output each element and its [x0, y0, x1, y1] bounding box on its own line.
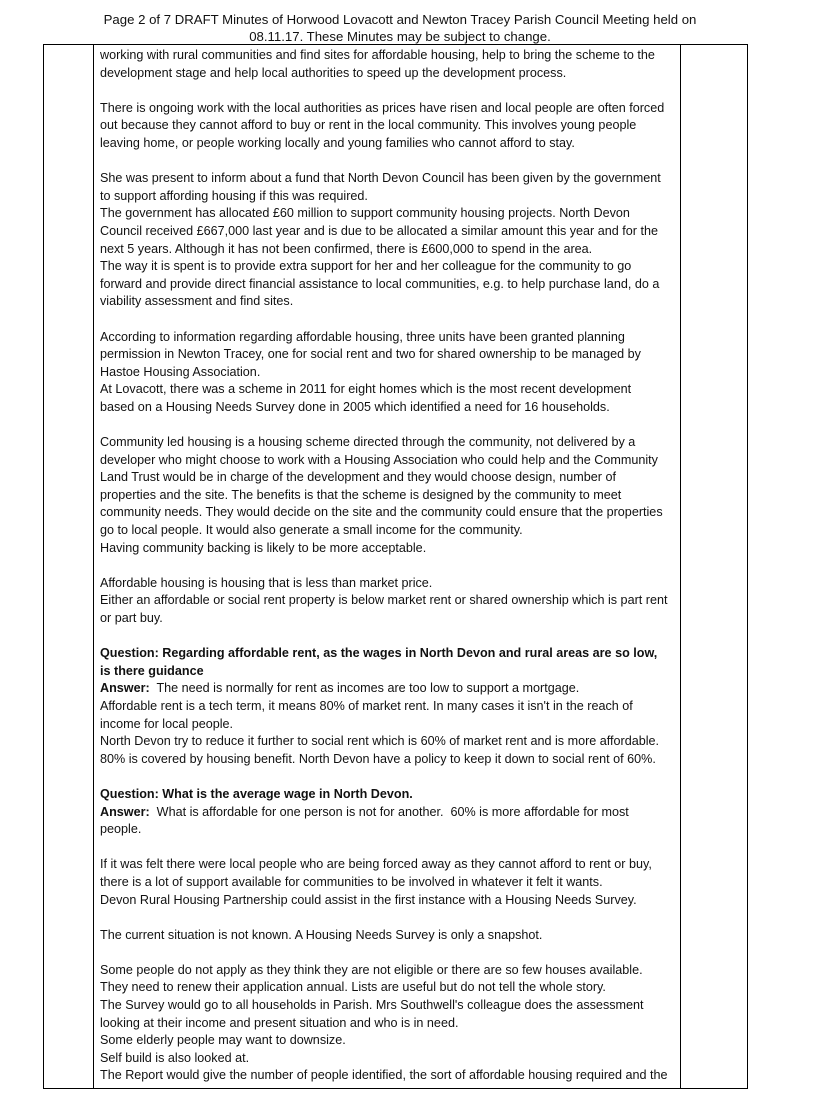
text-line: looking at their income and present situation and who is in need.: [100, 1015, 459, 1030]
paragraph-affordable-definition: [100, 575, 676, 628]
text-line: there is a lot of support available for communities to be involved in whatever it felt it wants.: [100, 874, 603, 889]
text-line: developer who might choose to work with a Housing Association who could help and the Community: [100, 452, 658, 467]
question-text: Question: What is the average wage in North Devon.: [100, 786, 413, 801]
text-line: North Devon try to reduce it further to social rent which is 60% of market rent and is more affordable.: [100, 734, 660, 749]
text-line: permission in Newton Tracey, one for social rent and two for shared ownership to be managed by: [100, 347, 641, 362]
paragraph-community-led-housing: [100, 434, 676, 557]
text-line: Community led housing is a housing scheme directed through the community, not delivered by a: [100, 435, 636, 450]
text-line: Affordable rent is a tech term, it means 80% of market rent. In many cases it isn't in the reach of: [100, 698, 633, 713]
text-line: out because they cannot afford to buy or rent in the local community. This involves young people: [100, 118, 637, 133]
paragraph-support-available: [100, 856, 676, 909]
text-line: Self build is also looked at.: [100, 1050, 250, 1065]
header-line-1: Page 2 of 7 DRAFT Minutes of Horwood Lovacott and Newton Tracey Parish Council Meeting held on: [103, 12, 697, 27]
paragraph-current-situation: [100, 927, 676, 945]
text-line: working with rural communities and find sites for affordable housing, help to bring the scheme to the: [100, 48, 655, 62]
text-line: The current situation is not known. A Housing Needs Survey is only a snapshot.: [100, 927, 543, 942]
text-line: The Report would give the number of people identified, the sort of affordable housing required and the: [100, 1068, 668, 1083]
answer-label: Answer:: [100, 681, 150, 696]
text-line: community needs. They would decide on the site and the community could ensure that the properties: [100, 505, 663, 520]
text-line: leaving home, or people working locally and young families who cannot afford to stay.: [100, 135, 575, 150]
text-line: The way it is spent is to provide extra support for her and her colleague for the community to go: [100, 259, 632, 274]
question-text: is there guidance: [100, 663, 204, 678]
text-line: Hastoe Housing Association.: [100, 364, 261, 379]
text-line: Some people do not apply as they think they are not eligible or there are so few houses available.: [100, 962, 643, 977]
text-line: development stage and help local authorities to speed up the development process.: [100, 65, 567, 80]
paragraph-fund: [100, 170, 676, 311]
text-line: Land Trust would be in charge of the development and they would choose design, number of: [100, 470, 616, 485]
header-line-2: 08.11.17. These Minutes may be subject to change.: [249, 29, 551, 44]
text-line: Council received £667,000 last year and is due to be allocated a similar amount this year and for the: [100, 223, 658, 238]
text-line: people.: [100, 822, 142, 837]
text-line: According to information regarding affordable housing, three units have been granted planning: [100, 329, 625, 344]
right-column-divider: [680, 44, 681, 1089]
text-line: Affordable housing is housing that is less than market price.: [100, 575, 433, 590]
question-affordable-rent: [100, 645, 676, 768]
text-line: If it was felt there were local people who are being forced away as they cannot afford to rent or buy,: [100, 857, 652, 872]
answer-text: The need is normally for rent as incomes are too low to support a mortgage.: [149, 681, 580, 696]
page-header: [0, 11, 800, 45]
paragraph-affordable-units: [100, 329, 676, 417]
answer-line: [100, 804, 676, 822]
text-line: Some elderly people may want to downsize.: [100, 1033, 346, 1048]
answer-text: What is affordable for one person is not for another. 60% is more affordable for most: [149, 804, 629, 819]
text-line: go to local people. It would also generate a small income for the community.: [100, 523, 523, 538]
text-line: At Lovacott, there was a scheme in 2011 for eight homes which is the most recent development: [100, 382, 632, 397]
paragraph-rural-communities: [100, 47, 676, 82]
text-line: properties and the site. The benefits is that the scheme is designed by the community to meet: [100, 487, 622, 502]
text-line: The Survey would go to all households in Parish. Mrs Southwell's colleague does the assessment: [100, 998, 644, 1013]
text-line: Having community backing is likely to be more acceptable.: [100, 540, 427, 555]
text-line: She was present to inform about a fund that North Devon Council has been given by the government: [100, 171, 661, 186]
text-line: based on a Housing Needs Survey done in 2005 which identified a need for 16 households.: [100, 399, 610, 414]
text-line: The government has allocated £60 million to support community housing projects. North Devon: [100, 206, 630, 221]
left-column-divider: [93, 44, 94, 1089]
text-line: Either an affordable or social rent property is below market rent or shared ownership which is part rent: [100, 593, 668, 608]
paragraph-ongoing-work: [100, 100, 676, 153]
text-line: or part buy.: [100, 611, 163, 625]
text-line: There is ongoing work with the local authorities as prices have risen and local people are often forced: [100, 100, 665, 115]
text-line: next 5 years. Although it has not been confirmed, there is £600,000 to spend in the area.: [100, 241, 593, 256]
text-line: Devon Rural Housing Partnership could assist in the first instance with a Housing Needs Survey.: [100, 892, 637, 907]
text-line: to support affording housing if this was required.: [100, 188, 368, 203]
question-text: Question: Regarding affordable rent, as the wages in North Devon and rural areas are so low,: [100, 646, 658, 661]
question-average-wage: [100, 786, 676, 839]
answer-line: [100, 680, 676, 698]
paragraph-survey: [100, 962, 676, 1085]
answer-label: Answer:: [100, 804, 150, 819]
text-line: forward and provide direct financial assistance to local communities, e.g. to help purchase land, do a: [100, 276, 660, 291]
text-line: 80% is covered by housing benefit. North Devon have a policy to keep it down to social rent of 60%.: [100, 751, 656, 766]
text-line: viability assessment and find sites.: [100, 294, 294, 309]
text-line: income for local people.: [100, 716, 234, 731]
text-line: They need to renew their application annual. Lists are useful but do not tell the whole story.: [100, 980, 606, 995]
minutes-body: [100, 47, 676, 1103]
